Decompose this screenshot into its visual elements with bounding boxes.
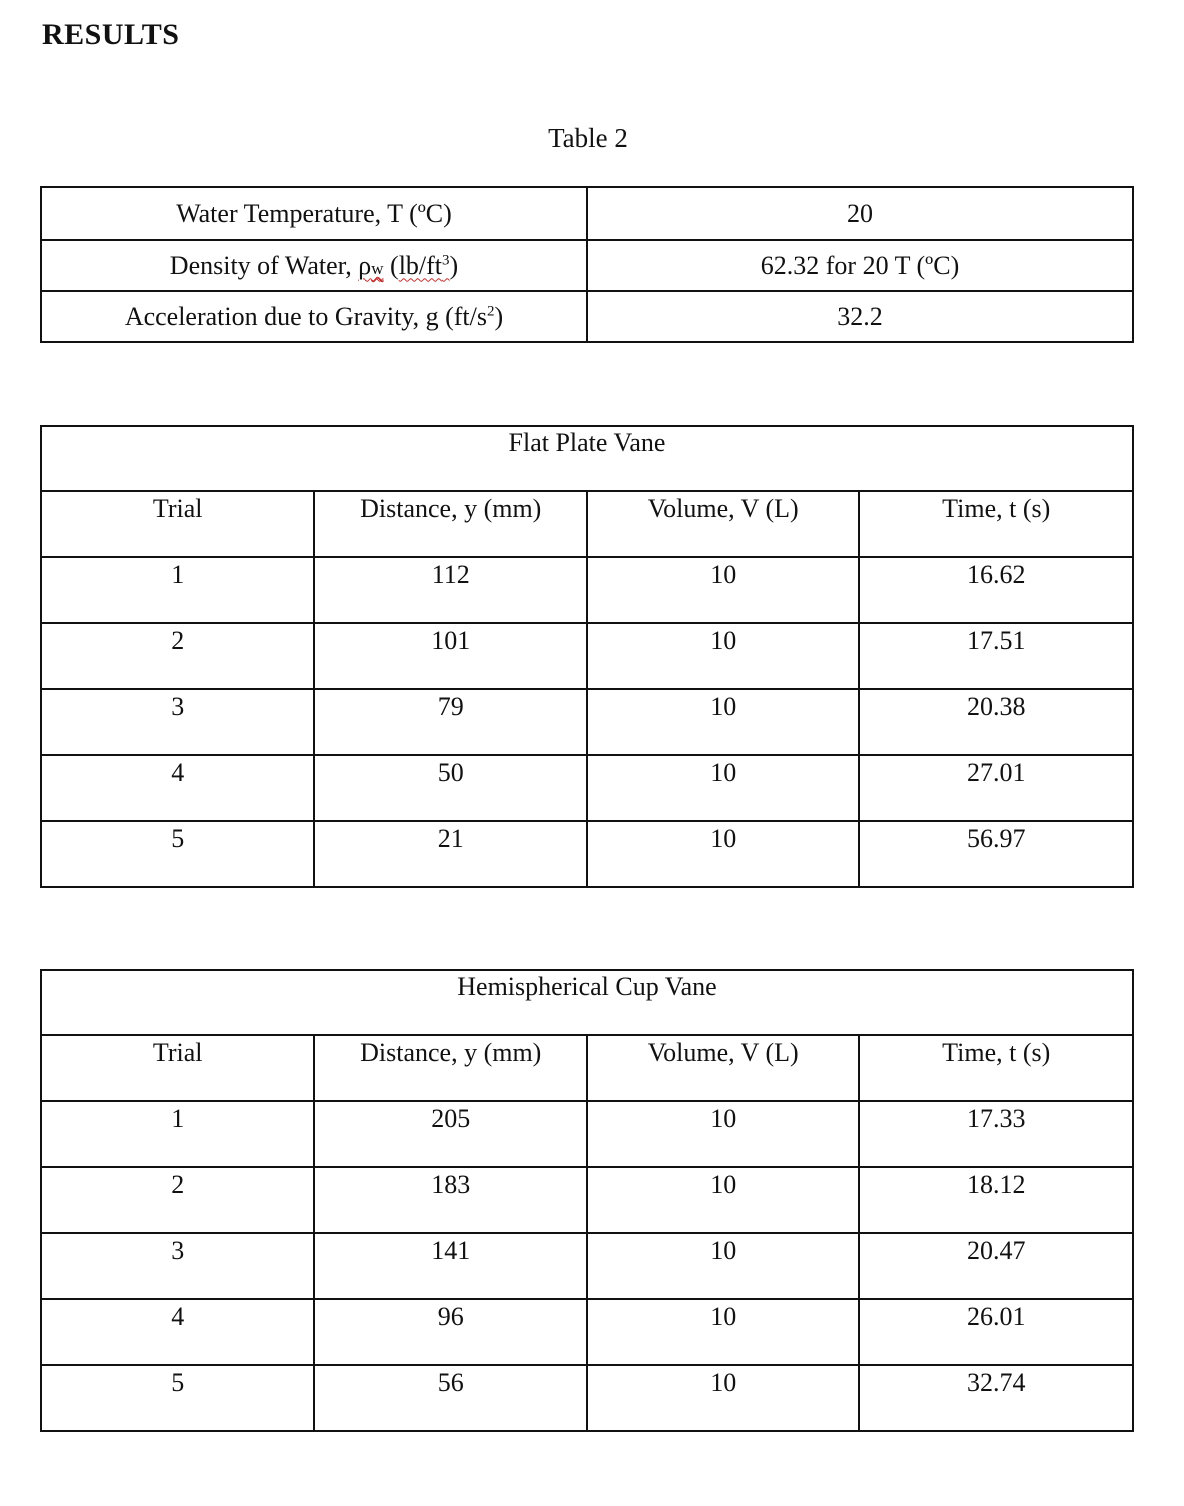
distance-cell: 21: [314, 821, 586, 887]
density-subscript: w: [371, 258, 384, 278]
trial-cell: 2: [41, 1167, 314, 1233]
hemispherical-title: Hemispherical Cup Vane: [41, 970, 1133, 1035]
volume-cell: 10: [587, 1233, 859, 1299]
volume-cell: 10: [587, 557, 859, 623]
time-cell: 17.33: [859, 1101, 1133, 1167]
distance-cell: 96: [314, 1299, 586, 1365]
hemispherical-cup-vane-table: [40, 969, 1134, 1432]
table-row: [41, 1233, 1133, 1299]
table-title-row: [41, 970, 1133, 1035]
time-cell: 17.51: [859, 623, 1133, 689]
gravity-label-text: Acceleration due to Gravity, g (ft/s: [124, 301, 487, 331]
gravity-label: [41, 291, 587, 342]
distance-cell: 50: [314, 755, 586, 821]
density-unit-power: 3: [442, 251, 450, 268]
volume-cell: 10: [587, 1167, 859, 1233]
trial-cell: 4: [41, 1299, 314, 1365]
table-caption: Table 2: [548, 123, 628, 153]
trial-cell: 3: [41, 689, 314, 755]
gravity-value: 32.2: [587, 291, 1133, 342]
distance-cell: 101: [314, 623, 586, 689]
table-row: [41, 1299, 1133, 1365]
gravity-label-close: ): [494, 301, 504, 331]
volume-cell: 10: [587, 1101, 859, 1167]
table-row: [41, 755, 1133, 821]
volume-cell: 10: [587, 623, 859, 689]
density-rho: ρ: [358, 250, 372, 280]
time-cell: 56.97: [859, 821, 1133, 887]
distance-cell: 56: [314, 1365, 586, 1431]
time-cell: 18.12: [859, 1167, 1133, 1233]
distance-cell: 79: [314, 689, 586, 755]
volume-cell: 10: [587, 755, 859, 821]
table-row: [41, 1365, 1133, 1431]
table-row: [41, 1167, 1133, 1233]
column-header-volume: Volume, V (L): [587, 1035, 859, 1101]
time-cell: 16.62: [859, 557, 1133, 623]
trial-cell: 5: [41, 821, 314, 887]
density-unit-base: lb/ft: [398, 250, 443, 280]
trial-cell: 2: [41, 623, 314, 689]
water-temperature-value: 20: [587, 187, 1133, 240]
volume-cell: 10: [587, 1365, 859, 1431]
volume-cell: 10: [587, 1299, 859, 1365]
distance-cell: 183: [314, 1167, 586, 1233]
table-header-row: [41, 491, 1133, 557]
table-header-row: [41, 1035, 1133, 1101]
trial-cell: 5: [41, 1365, 314, 1431]
density-unit: [399, 251, 450, 280]
distance-cell: 205: [314, 1101, 586, 1167]
time-cell: 32.74: [859, 1365, 1133, 1431]
trial-cell: 1: [41, 1101, 314, 1167]
constants-table: [40, 186, 1134, 343]
column-header-time: Time, t (s): [859, 491, 1133, 557]
table-row: [41, 623, 1133, 689]
trial-cell: 4: [41, 755, 314, 821]
table-row: [41, 187, 1133, 240]
time-cell: 20.38: [859, 689, 1133, 755]
trial-cell: 3: [41, 1233, 314, 1299]
column-header-volume: Volume, V (L): [587, 491, 859, 557]
column-header-distance: Distance, y (mm): [314, 1035, 586, 1101]
water-temperature-label: Water Temperature, T (ºC): [41, 187, 587, 240]
table-title-row: [41, 426, 1133, 491]
distance-cell: 112: [314, 557, 586, 623]
density-label-prefix: Density of Water,: [169, 250, 359, 280]
volume-cell: 10: [587, 821, 859, 887]
volume-cell: 10: [587, 689, 859, 755]
trial-cell: 1: [41, 557, 314, 623]
table-row: [41, 821, 1133, 887]
gravity-power: 2: [487, 302, 495, 319]
table-row: [41, 291, 1133, 342]
flat-plate-vane-table: [40, 425, 1134, 888]
page-heading: RESULTS: [42, 18, 180, 51]
time-cell: 20.47: [859, 1233, 1133, 1299]
table-row: [41, 689, 1133, 755]
density-value: 62.32 for 20 T (ºC): [587, 240, 1133, 291]
density-unit-close: ): [449, 250, 459, 280]
column-header-trial: Trial: [41, 491, 314, 557]
table-row: [41, 240, 1133, 291]
distance-cell: 141: [314, 1233, 586, 1299]
column-header-distance: Distance, y (mm): [314, 491, 586, 557]
column-header-trial: Trial: [41, 1035, 314, 1101]
density-label: [41, 240, 587, 291]
table-row: [41, 1101, 1133, 1167]
time-cell: 26.01: [859, 1299, 1133, 1365]
density-symbol: [358, 251, 383, 280]
flat-plate-title: Flat Plate Vane: [41, 426, 1133, 491]
column-header-time: Time, t (s): [859, 1035, 1133, 1101]
table-row: [41, 557, 1133, 623]
time-cell: 27.01: [859, 755, 1133, 821]
density-unit-open: (: [383, 250, 399, 280]
